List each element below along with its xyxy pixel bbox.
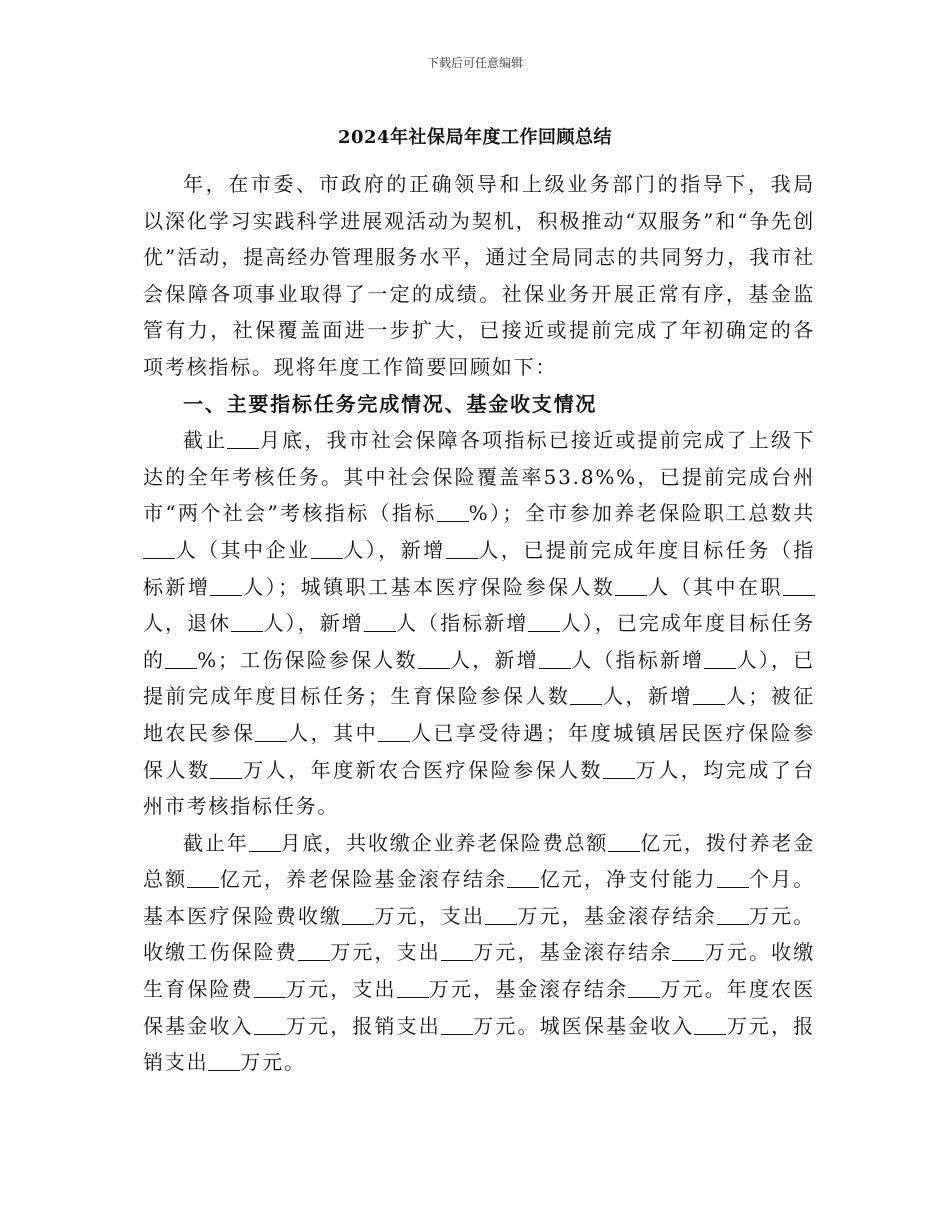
fill-in-blank: [693, 684, 725, 705]
fill-in-blank: [603, 758, 635, 779]
fill-in-blank: [694, 1014, 726, 1035]
fill-in-blank: [255, 721, 287, 742]
fill-in-blank: [249, 831, 281, 852]
text-segment: 截止: [183, 428, 228, 453]
fill-in-blank: [187, 867, 219, 888]
text-segment: 人，新增: [449, 647, 539, 672]
text-segment: 月底，我市社会保障各项指标已接近或提前完成了上级下达的全年考核任务。其中社会保险覆盖率53.8%%，已提前完成台州市“两个社会”考核指标（指标: [143, 428, 815, 526]
text-segment: 人，其中: [287, 720, 379, 745]
fill-in-blank: [342, 904, 374, 925]
fill-in-blank: [528, 611, 560, 632]
fill-in-blank: [446, 538, 478, 559]
text-segment: 一、主要指标任务完成情况、基金收支情况: [183, 391, 598, 416]
text-segment: 万元，基金滚存结余: [428, 977, 629, 1002]
text-segment: 万元，报销支出: [285, 1013, 441, 1038]
text-segment: 人），已提前完成年度目标任务；生育保险参保人数: [143, 647, 815, 709]
text-segment: 万人，年度新农合医疗保险参保人数: [242, 757, 604, 782]
text-segment: 年，在市委、市政府的正确领导和上级业务部门的指导下，我局以深化学习实践科学进展观活动为契机，积极推动“双服务”和“争先创优”活动，提高经办管理服务水平，通过全局同志的共同努力，我市社会保障各项事业取得了一定的成绩。社保业务开展正常有序，基金监管有力，社保覆盖面进一步扩大，已接近或提前完成了年初确定的各项考核指标。现将年度工作简要回顾如下：: [143, 172, 815, 379]
fill-in-blank: [717, 904, 749, 925]
fill-in-blank: [227, 428, 259, 449]
text-segment: 人已享受待遇；年度城镇居民医疗保险参保人数: [143, 720, 816, 782]
fill-in-blank: [441, 1014, 473, 1035]
text-segment: 人，新增: [602, 684, 694, 709]
fill-in-blank: [628, 977, 660, 998]
fill-in-blank: [210, 575, 242, 596]
fill-in-blank: [254, 1014, 286, 1035]
fund-paragraph: [143, 825, 815, 1081]
text-segment: 人（其中在职: [647, 574, 783, 599]
fill-in-blank: [298, 940, 330, 961]
text-segment: 万元，支出: [329, 940, 441, 965]
text-segment: 人），新增: [263, 611, 364, 636]
fill-in-blank: [378, 721, 410, 742]
fill-in-blank: [717, 867, 749, 888]
fill-in-blank: [507, 867, 539, 888]
text-segment: 亿元，拨付养老金总额: [143, 830, 816, 892]
fill-in-blank: [231, 611, 263, 632]
text-segment: 月底，共收缴企业养老保险费总额: [280, 830, 609, 855]
intro-paragraph: [143, 166, 815, 386]
fill-in-blank: [364, 611, 396, 632]
text-segment: 人（指标新增: [395, 611, 529, 636]
fill-in-blank: [704, 648, 736, 669]
text-segment: 万元。收缴工伤保险费: [143, 903, 815, 965]
fill-in-blank: [143, 538, 175, 559]
text-segment: 人，已提前完成年度目标任务（指标新增: [143, 537, 816, 599]
text-segment: 万人，均完成了台州市考核指标任务。: [143, 757, 815, 819]
fill-in-blank: [615, 575, 647, 596]
fill-in-blank: [397, 977, 429, 998]
fill-in-blank: [208, 1050, 240, 1071]
text-segment: 人；被征地农民参保: [143, 684, 816, 745]
text-segment: 个月。基本医疗保险费收缴: [143, 867, 816, 928]
text-segment: %；工伤保险参保人数: [197, 647, 418, 672]
text-segment: 人），已完成年度目标任务的: [143, 611, 815, 672]
fill-in-blank: [418, 648, 450, 669]
section-heading-1: [143, 386, 815, 423]
fill-in-blank: [311, 538, 343, 559]
fill-in-blank: [437, 501, 469, 522]
fill-in-blank: [165, 648, 197, 669]
text-segment: 亿元，净支付能力: [539, 867, 717, 892]
fill-in-blank: [608, 831, 640, 852]
fill-in-blank: [672, 940, 704, 961]
text-segment: 万元。城医保基金收入: [472, 1013, 695, 1038]
header-note: 下载后可任意编辑: [426, 56, 523, 70]
text-segment: 人）；城镇职工基本医疗保险参保人数: [242, 574, 616, 599]
document-title: 2024年社保局年度工作回顾总结: [337, 127, 613, 148]
indicators-paragraph: [143, 422, 815, 825]
fill-in-blank: [441, 940, 473, 961]
text-segment: 万元。年度农医保基金收入: [143, 977, 815, 1038]
fill-in-blank: [539, 648, 571, 669]
text-segment: 亿元，养老保险基金滚存结余: [219, 867, 508, 892]
text-segment: 人（其中企业: [175, 537, 311, 562]
text-segment: 人，退休: [143, 611, 232, 636]
text-segment: 万元。: [240, 1050, 306, 1075]
text-segment: 万元，支出: [374, 903, 486, 928]
text-segment: 万元，基金滚存结余: [517, 903, 717, 928]
text-segment: 万元，基金滚存结余: [472, 940, 673, 965]
text-segment: 万元。收缴生育保险费: [143, 940, 815, 1002]
fill-in-blank: [254, 977, 286, 998]
text-segment: 万元，支出: [285, 977, 397, 1002]
text-segment: %）；全市参加养老保险职工总数共: [468, 501, 815, 526]
text-segment: 人（指标新增: [570, 647, 705, 672]
fill-in-blank: [783, 575, 815, 596]
text-segment: 人），新增: [342, 537, 446, 562]
fill-in-blank: [485, 904, 517, 925]
text-segment: 截止年: [183, 830, 249, 855]
document-body: [143, 166, 815, 1081]
fill-in-blank: [570, 684, 602, 705]
text-segment: 万元，报销支出: [143, 1013, 815, 1075]
fill-in-blank: [210, 758, 242, 779]
